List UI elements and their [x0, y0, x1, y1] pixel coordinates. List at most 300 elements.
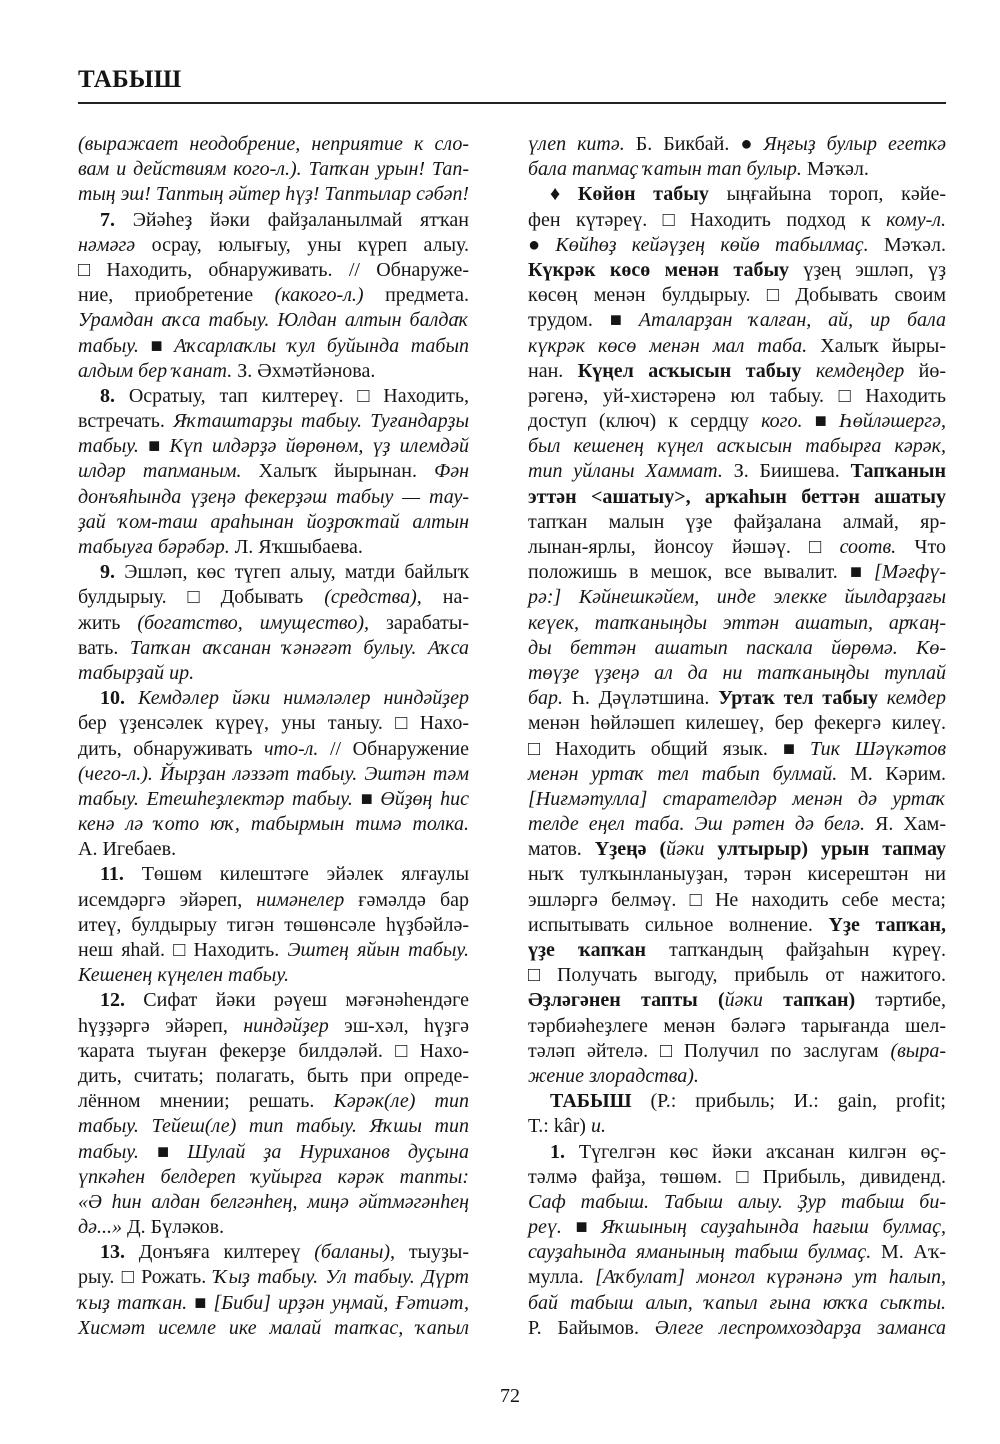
line-content [100, 1240, 469, 1265]
italic-run: Яҡташтарҙы табыу. Туғандарҙы [173, 410, 469, 433]
italic-run: (баланы), [314, 1241, 396, 1264]
text-line [528, 1291, 946, 1316]
text-line [528, 837, 946, 862]
text-line [528, 661, 946, 686]
text-run: ■ [802, 410, 839, 433]
italic-run: и. [590, 1115, 606, 1138]
line-content [528, 208, 946, 233]
text-line [528, 1240, 946, 1265]
text-run: фен күтәреү. □ Находить подход к [528, 208, 887, 231]
text-run: эшләргә белмәү. □ Не находить себе места; [528, 888, 946, 911]
line-content [78, 711, 469, 736]
italic-run: Тик Шәүкәтов [809, 737, 946, 760]
text-run: Осратыу, тап килтереү. □ Находить, [115, 384, 469, 407]
text-line [528, 711, 946, 736]
text-run: З. Әхмәтйәнова. [232, 359, 376, 382]
text-line [78, 1014, 469, 1039]
line-content [78, 837, 176, 862]
line-content [528, 1064, 699, 1089]
text-run: булдырыу. □ Добывать [78, 586, 325, 609]
entry-paragraph [78, 1240, 469, 1341]
italic-run: тип уйланы Хаммат. [528, 460, 723, 483]
text-run: дить, считать; полагать, быть при опреде- [78, 1064, 469, 1087]
page-number: 72 [500, 1385, 520, 1407]
italic-run: что-л. [264, 737, 319, 760]
italic-run: кемдер [877, 687, 946, 710]
italic-run: табырҙай ир. [78, 661, 195, 684]
text-run: тәрбиәһеҙлеге менән бәләгә тарығанда шел- [528, 1014, 946, 1037]
text-run: рәгенә, уй-хистәренә юл табыу. □ Находить [528, 384, 946, 407]
text-run: матов. [528, 838, 595, 861]
text-run: Т.: kâr) [528, 1115, 591, 1138]
line-content [78, 258, 469, 283]
text-run: трудом. ■ [528, 309, 639, 332]
text-line [78, 182, 469, 207]
text-run: итеү, булдырыу тигән төшөнсәле һүҙбәйлә- [78, 913, 469, 936]
line-content [528, 157, 869, 182]
italic-run: соотв. [839, 536, 897, 558]
text-run: на- [421, 586, 469, 609]
line-content [528, 409, 946, 434]
text-run: менән һөйләшеп килешеү, бер фекергә килеү. [528, 712, 946, 735]
italic-run: төүҙе үҙеңә ал да ни тапҡаныңды туплай [528, 661, 946, 684]
text-line [528, 384, 946, 409]
text-run: Сифат йәки рәүеш мәғәнәһендәге [125, 989, 469, 1012]
text-run: лынан-ярлы, йонсоу йәшәү. □ [528, 536, 840, 558]
text-line [78, 787, 469, 812]
text-line [78, 132, 469, 157]
line-content [528, 585, 946, 610]
line-content [528, 384, 946, 409]
line-content [78, 1114, 469, 1139]
text-line [528, 1014, 946, 1039]
line-content [78, 485, 469, 510]
bold-run: 7. [100, 208, 115, 231]
text-line [528, 258, 946, 283]
italic-run: [Биби] ирҙән уңмай, Ғәтиәт, [213, 1291, 469, 1314]
text-run: лённом мнении; решать. [78, 1090, 334, 1113]
line-content [528, 258, 946, 283]
italic-run: телде еңел таба. Эш рәтен дә белә. [528, 813, 865, 836]
italic-run: Эштең яйын табыу. [287, 939, 470, 961]
italic-run: кемдеңдер [801, 359, 905, 382]
bold-run: үҙе ҡапҡан [528, 939, 647, 961]
text-line [78, 1140, 469, 1165]
line-content [528, 1265, 946, 1290]
line-content [528, 1165, 946, 1190]
text-line [528, 233, 946, 258]
italic-run: ниндәйҙер [243, 1014, 329, 1037]
text-line [528, 308, 946, 333]
left-column [78, 132, 469, 1341]
line-content [78, 510, 469, 535]
line-content [78, 963, 289, 988]
line-content [78, 888, 469, 913]
text-line [528, 1140, 946, 1165]
line-content [528, 686, 946, 711]
text-run: Я. Хам- [864, 813, 946, 836]
text-run: зарабаты- [369, 611, 470, 634]
text-run: А. Игебаев. [78, 838, 177, 861]
italic-run: Һөйләшергә, [838, 410, 946, 433]
text-run: эш-хәл, һүҙгә [328, 1014, 469, 1037]
text-line [528, 963, 946, 988]
text-run: ныҡ тулҡынланыуҙан, тәрән кисерештән ни [528, 863, 946, 886]
entry-paragraph [78, 384, 469, 560]
text-run: вать. [78, 636, 130, 659]
text-run: положишь в мешок, все вывалит. ■ [528, 561, 875, 584]
line-content [78, 459, 469, 484]
text-run: Б. Бикбай. ● [624, 133, 764, 155]
text-line [78, 409, 469, 434]
italic-run: Кешенең күңелен табыу. [78, 964, 289, 987]
line-content [78, 308, 469, 333]
text-line [78, 535, 469, 560]
line-content [528, 988, 946, 1013]
text-line [78, 1291, 469, 1316]
italic-run: сауҙаһында яманының табыш булмаҫ. [528, 1241, 872, 1264]
line-content [78, 132, 469, 157]
bold-run: 8. [100, 384, 115, 407]
bold-run: Көйөн табыу [577, 183, 709, 206]
italic-run: йәки [724, 989, 763, 1012]
italic-run: илдәр тапманым. [78, 460, 242, 483]
text-line [78, 258, 469, 283]
line-content [528, 913, 946, 938]
text-line [528, 409, 946, 434]
text-run: М. Кәрим. [837, 762, 947, 785]
italic-run: Саф табыш. Табыш алыу. Ҙур табыш би- [528, 1190, 946, 1213]
text-line [528, 1215, 946, 1240]
text-line [528, 938, 946, 963]
italic-run: табыу. [78, 1140, 139, 1163]
line-content [528, 459, 946, 484]
text-line [528, 208, 946, 233]
italic-run: табыу. [78, 435, 139, 458]
line-content [78, 233, 469, 258]
line-content [528, 611, 946, 636]
line-content [528, 283, 946, 308]
text-run: үҙең эшләп, үҙ [789, 258, 946, 281]
text-line [528, 812, 946, 837]
italic-run: ҙай ҡом-таш араһынан йоҙроҡтай алтын [78, 510, 469, 533]
text-run: нан. [528, 359, 578, 382]
italic-run: Шулай ҙа Нуриханов дуҫына [187, 1140, 469, 1163]
text-run: осрау, юлығыу, уны күреп алыу. [135, 233, 469, 256]
italic-run: менән уртаҡ тел табып булмай. [528, 762, 838, 785]
italic-run: бай табыш алып, ҡапыл ғына юҡҡа сыҡты. [528, 1291, 946, 1314]
bold-run: 11. [100, 863, 124, 886]
text-line [78, 1165, 469, 1190]
text-line [78, 157, 469, 182]
text-run: предмета. [363, 284, 469, 307]
line-content [78, 737, 469, 762]
line-content [78, 585, 469, 610]
bold-run: 13. [100, 1241, 125, 1264]
italic-run: Кәрәк(ле) тип [333, 1090, 469, 1113]
italic-run: Фән [434, 460, 469, 483]
text-line [528, 510, 946, 535]
entry-paragraph [528, 132, 946, 182]
line-content [528, 812, 946, 837]
italic-run: бар. [528, 687, 564, 710]
running-head: ТАБЫШ [78, 66, 182, 93]
text-line [528, 1064, 946, 1089]
text-line [78, 560, 469, 585]
text-line [78, 762, 469, 787]
text-line [528, 434, 946, 459]
text-run: □ Находить, обнаруживать. // Обнаруже- [78, 258, 469, 281]
text-run: доступ (ключ) к сердцу [528, 410, 762, 433]
bold-run: Күкрәк көсө менән табыу [528, 258, 790, 281]
text-run: ■ [561, 1216, 602, 1239]
italic-run: Аталарҙан ҡалған, ай, ир бала [638, 309, 946, 332]
text-line [78, 1316, 469, 1341]
line-content [528, 1291, 946, 1316]
text-run: испытывать сильное волнение. [528, 913, 829, 936]
line-content [550, 1089, 946, 1114]
text-line [78, 913, 469, 938]
line-content [78, 1291, 469, 1316]
text-line [528, 737, 946, 762]
text-run: тапҡан малын үҙе файҙалана алмай, яр- [528, 510, 946, 533]
text-run: ● [528, 233, 556, 256]
line-content [78, 787, 469, 812]
bold-run: тапҡан) [762, 989, 856, 1012]
italic-run: [Ниғмәтулла] старателдәр менән дә уртаҡ [528, 787, 946, 810]
text-run: дить, обнаруживать [78, 737, 265, 760]
line-content [78, 1265, 469, 1290]
italic-run: Урамдан аҡса табыу. Юлдан алтын балдаҡ [78, 309, 469, 332]
bold-run: Тапҡанын [850, 460, 946, 483]
text-line [78, 812, 469, 837]
text-line [78, 938, 469, 963]
line-content [528, 359, 946, 384]
text-line [528, 182, 946, 207]
text-line [528, 459, 946, 484]
text-run: Р. Байымов. [528, 1316, 655, 1339]
line-content [528, 434, 946, 459]
text-run: ғәмәлдә бар [344, 888, 469, 911]
italic-run: (чего-л.). Йырҙан ләззәт табыу. Эштән тәм [78, 762, 469, 785]
italic-run: (средства), [324, 586, 422, 609]
text-run: тәлмә файҙа, төшөм. □ Прибыль, дивиденд. [528, 1165, 946, 1188]
text-line [528, 1089, 946, 1114]
text-line [528, 636, 946, 661]
italic-run: рә:] Кәйнешкәйем, инде элекке йылдарҙағы [528, 586, 946, 609]
text-line [528, 1165, 946, 1190]
line-content [528, 1039, 946, 1064]
text-line [78, 711, 469, 736]
text-line [78, 585, 469, 610]
text-line [78, 510, 469, 535]
italic-run: (выра- [890, 1039, 946, 1062]
line-content [78, 611, 469, 636]
line-content [528, 963, 946, 988]
text-run: // Обнаружение [318, 737, 470, 760]
italic-run: Тапҡан аҡсанан ҡәнәғәт булыу. Аҡса [129, 636, 469, 659]
entry-paragraph [78, 560, 469, 686]
text-line [528, 1316, 946, 1341]
line-content [78, 913, 469, 938]
text-line [528, 888, 946, 913]
italic-run: был кешенең күңел асҡысын табырға кәрәк, [528, 435, 946, 458]
line-content [528, 762, 946, 787]
entry-paragraph [528, 182, 946, 1089]
text-line [528, 686, 946, 711]
italic-run: табыу. [78, 334, 139, 357]
text-line [78, 283, 469, 308]
italic-run: «Ә һин алдан белгәнһең, миңә әйтмәгәнһең [78, 1190, 469, 1213]
text-run: Төшөм килештәге эйәлек ялғаулы [123, 863, 469, 886]
line-content [100, 208, 469, 233]
italic-run: табыу. Етешһеҙлектәр табыу. [78, 787, 353, 810]
italic-run: жение злорадства). [528, 1064, 699, 1087]
italic-run: реү. [528, 1216, 562, 1239]
line-content [78, 812, 469, 837]
line-content [78, 1014, 469, 1039]
text-line [528, 132, 946, 157]
text-run: □ Получать выгоду, прибыль от нажитого. [528, 964, 946, 987]
text-line [78, 636, 469, 661]
line-content [100, 560, 469, 585]
text-run: ние, приобретение [78, 284, 275, 307]
text-line [78, 1039, 469, 1064]
line-content [78, 938, 469, 963]
line-content [78, 157, 469, 182]
line-content [78, 1190, 469, 1215]
italic-run: Көйһөҙ кейәүҙең көйө табылмаҫ. [555, 233, 869, 256]
text-run: тәләп әйтелә. □ Получил по заслугам [528, 1039, 891, 1062]
line-content [550, 182, 946, 207]
line-content [528, 1190, 946, 1215]
line-content [528, 862, 946, 887]
text-run: Д. Бүләков. [122, 1216, 225, 1239]
line-content [78, 283, 469, 308]
italic-run: Яҡшының сауҙаһында һағыш булмаҫ, [601, 1216, 946, 1239]
text-run: Түгелгән көс йәки аҡсанан килгән өҫ- [565, 1140, 946, 1163]
italic-run: [Аҡбулат] монгол күрәнәнә ут һалып, [595, 1266, 946, 1289]
bold-run: 12. [100, 989, 125, 1012]
bold-run: Әҙләгәнен тапты ( [528, 989, 725, 1012]
line-content [78, 1215, 224, 1240]
line-content [528, 132, 946, 157]
text-line [528, 1265, 946, 1290]
text-run: Эшләп, көс түгеп алыу, матди байлыҡ [115, 561, 469, 584]
text-line [528, 334, 946, 359]
text-line [78, 434, 469, 459]
text-line [528, 560, 946, 585]
italic-run: кому-л. [886, 208, 946, 231]
line-content [528, 1316, 946, 1341]
italic-run: үлеп китә. [528, 133, 625, 155]
line-content [550, 1140, 946, 1165]
line-content [78, 636, 469, 661]
text-line [528, 1190, 946, 1215]
text-line [78, 208, 469, 233]
text-line [528, 157, 946, 182]
entry-paragraph [528, 1140, 946, 1342]
text-run: тәртибе, [855, 989, 946, 1012]
italic-run: донъяһында үҙеңә фекерҙәш табыу — тау- [78, 485, 469, 508]
text-line [78, 888, 469, 913]
text-line [528, 283, 946, 308]
text-run: Мәҡәл. [868, 233, 946, 256]
text-run: һүҙҙәргә эйәреп, [78, 1014, 244, 1037]
italic-run: ды беттән ашатып паскала йөрөмә. Кө- [528, 636, 946, 659]
line-content [528, 938, 946, 963]
text-line [78, 737, 469, 762]
italic-run: бала тапмаҫ ҡатын тап булыр. [528, 158, 802, 181]
italic-run: Яңғыҙ булыр егеткә [763, 133, 946, 155]
text-line [78, 459, 469, 484]
text-line [528, 787, 946, 812]
text-line [78, 1215, 469, 1240]
italic-run: күкрәк көсө менән мал таба. [528, 334, 808, 357]
italic-run: Әлеге леспромхоздарҙа заманса [654, 1316, 946, 1339]
line-content [528, 334, 946, 359]
text-line [78, 485, 469, 510]
line-content [528, 535, 946, 560]
text-line [78, 233, 469, 258]
italic-run: нимәнелер [256, 888, 345, 911]
text-run: көсөң менән булдырыу. □ Добывать своим [528, 284, 946, 307]
text-line [78, 1265, 469, 1290]
header-rule [78, 102, 946, 104]
line-content [528, 711, 946, 736]
line-content [78, 535, 363, 560]
text-run: З. Биишева. [722, 460, 851, 483]
line-content [528, 1240, 946, 1265]
text-line [78, 988, 469, 1013]
text-run: тыуҙы- [395, 1241, 469, 1264]
italic-run: кого. [761, 410, 803, 433]
text-line [528, 611, 946, 636]
italic-run: (богатство, имущество), [137, 611, 370, 634]
text-run: встречать. [78, 410, 174, 433]
line-content [78, 1165, 469, 1190]
text-line [78, 1240, 469, 1265]
line-content [528, 661, 946, 686]
entry-paragraph [78, 988, 469, 1240]
text-run: ыңғайына тороп, кәйе- [708, 183, 946, 206]
line-content [528, 636, 946, 661]
line-content [528, 560, 946, 585]
text-line [78, 611, 469, 636]
line-content [100, 862, 469, 887]
line-content [78, 661, 194, 686]
line-content [100, 988, 469, 1013]
italic-run: дә...» [78, 1216, 122, 1239]
italic-run: Кемдәлер йәки нимәләлер ниндәйҙер [125, 687, 469, 710]
italic-run: кеүек, тапҡаныңды эттән ашатып, арҡаң- [528, 611, 946, 634]
line-content [528, 787, 946, 812]
text-line [528, 535, 946, 560]
text-line [78, 661, 469, 686]
text-run: Һ. Дәүләтшина. [563, 687, 719, 710]
line-content [528, 837, 946, 862]
text-run: Халыҡ йырынан. [241, 460, 435, 483]
text-run: рыу. □ Рожать. [78, 1266, 214, 1289]
text-line [78, 1114, 469, 1139]
text-line [78, 334, 469, 359]
line-content [528, 1014, 946, 1039]
text-line [78, 963, 469, 988]
entry-paragraph [78, 686, 469, 862]
bold-run: Үҙе тапҡан, [828, 913, 946, 936]
text-line [528, 1039, 946, 1064]
text-line [78, 1064, 469, 1089]
